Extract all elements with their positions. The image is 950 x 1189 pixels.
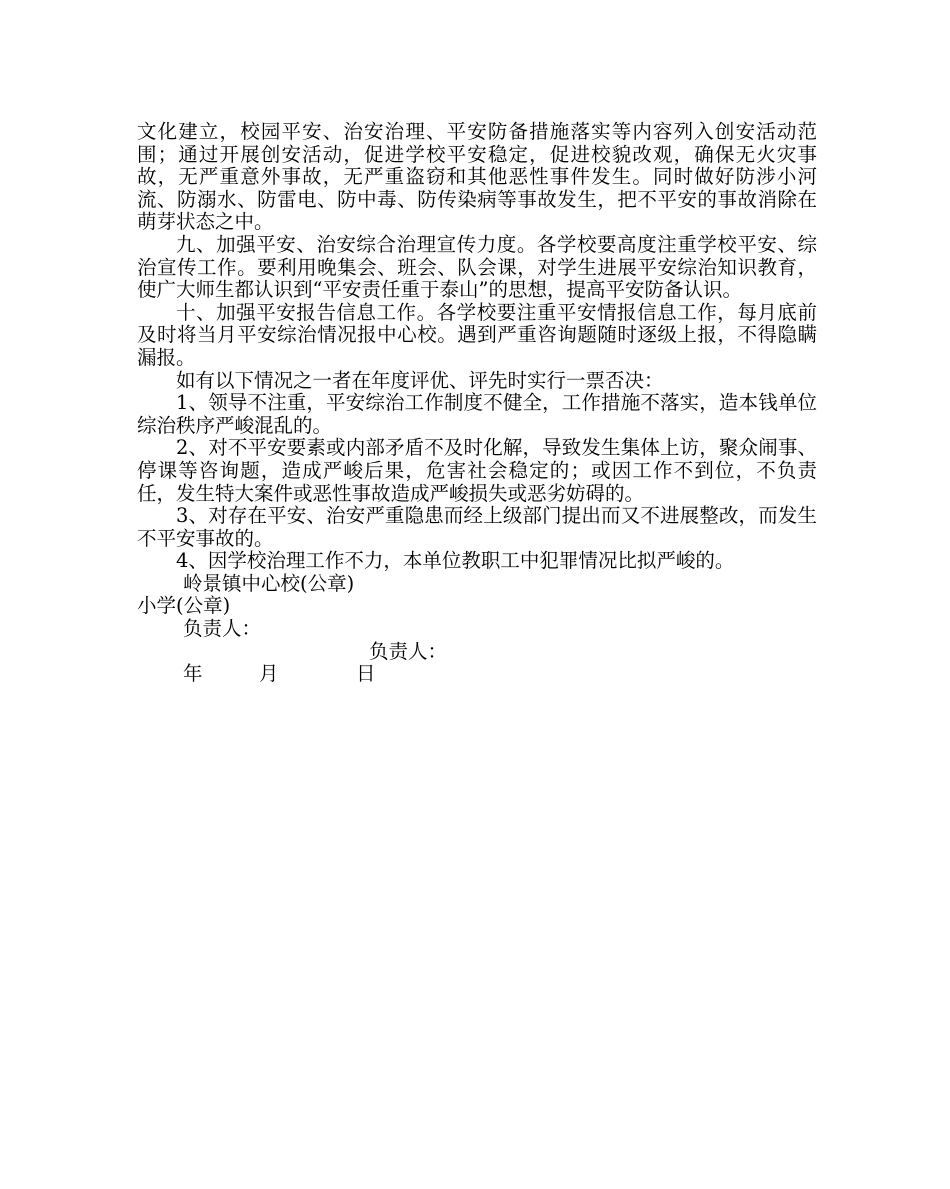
responsible-person-label-2: 负责人： bbox=[369, 639, 448, 663]
paragraph-veto-item-1: 1、领导不注重，平安综治工作制度不健全，工作措施不落实，造本钱单位综治秩序严峻混乱的。 bbox=[137, 391, 817, 437]
document-body bbox=[137, 121, 817, 686]
date-day: 日 bbox=[356, 662, 376, 686]
date-month: 月 bbox=[259, 662, 279, 686]
responsible-person-label-1: 负责人： bbox=[183, 617, 262, 641]
paragraph-veto-item-3: 3、对存在平安、治安严重隐患而经上级部门提出而又不进展整改，而发生不平安事故的。 bbox=[137, 504, 817, 550]
paragraph-veto-item-2: 2、对不平安要素或内部矛盾不及时化解，导致发生集体上访，聚众闹事、停课等咨询题，造成严峻后果，危害社会稳定的；或因工作不到位，不负责任，发生特大案件或恶性事故造成严峻损失或恶劣妨碍的。 bbox=[137, 436, 817, 505]
paragraph-veto-intro: 如有以下情况之一者在年度评优、评先时实行一票否决： bbox=[176, 368, 664, 392]
date-year: 年 bbox=[183, 662, 203, 686]
paragraph-item-10: 十、加强平安报告信息工作。各学校要注重平安情报信息工作，每月底前及时将当月平安综治情况报中心校。遇到严重咨询题随时逐级上报，不得隐瞒漏报。 bbox=[137, 300, 817, 369]
paragraph-item-9: 九、加强平安、治安综合治理宣传力度。各学校要高度注重学校平安、综治宣传工作。要利用晚集会、班会、队会课，对学生进展平安综治知识教育，使广大师生都认识到“平安责任重于泰山”的思想，提高平安防备认识。 bbox=[137, 232, 817, 302]
primary-school-seal: 小学(公章) bbox=[137, 594, 231, 618]
paragraph-continuation: 文化建立，校园平安、治安治理、平安防备措施落实等内容列入创安活动范围；通过开展创安活动，促进学校平安稳定，促进校貌改观，确保无火灾事故，无严重意外事故，无严重盗窃和其他恶性事件发生。同时做好防涉小河流、防溺水、防雷电、防中毒、防传染病等事故发生，把不平安的事故消除在萌芽状态之中。 bbox=[137, 120, 817, 234]
paragraph-veto-item-4: 4、因学校治理工作不力，本单位教职工中犯罪情况比拟严峻的。 bbox=[176, 549, 735, 573]
date-line bbox=[137, 663, 817, 686]
signature-block bbox=[137, 573, 817, 686]
center-school-seal: 岭景镇中心校(公章) bbox=[183, 571, 355, 595]
